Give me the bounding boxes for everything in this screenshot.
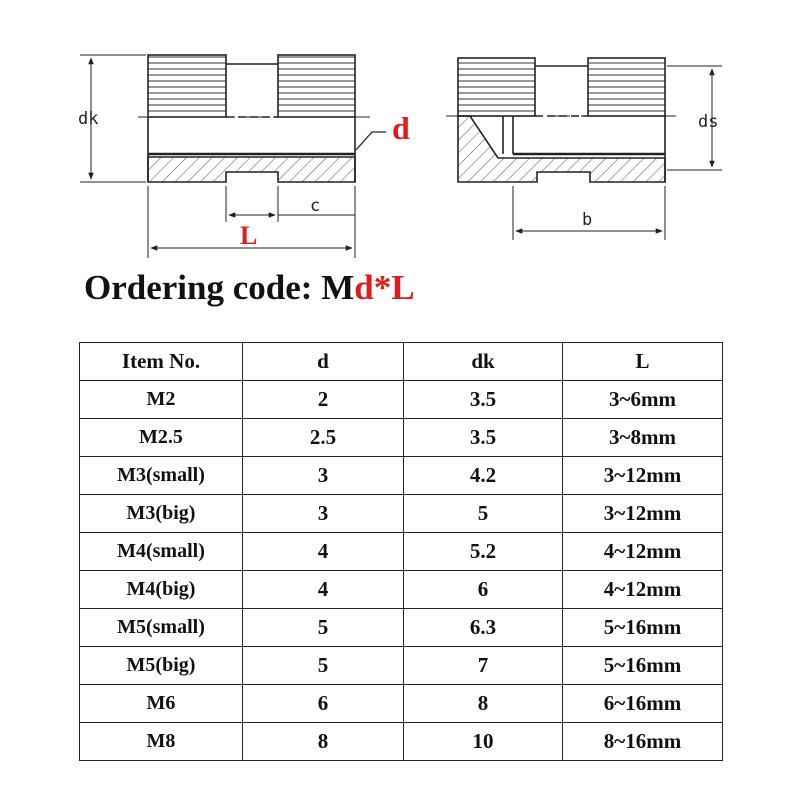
ordering-code-colon: : bbox=[300, 268, 313, 307]
ordering-code-prefix: Ordering code bbox=[84, 268, 301, 307]
cell-l: 5~16mm bbox=[563, 609, 723, 647]
cell-item-no: M6 bbox=[80, 685, 243, 723]
table-row bbox=[80, 457, 723, 495]
ordering-code bbox=[84, 268, 415, 308]
cell-item-no: M3(small) bbox=[80, 457, 243, 495]
cell-item-no: M3(big) bbox=[80, 495, 243, 533]
cell-item-no: M5(big) bbox=[80, 647, 243, 685]
header-l: L bbox=[563, 343, 723, 381]
cell-dk: 5.2 bbox=[404, 533, 563, 571]
cell-d: 4 bbox=[243, 571, 404, 609]
table-row bbox=[80, 419, 723, 457]
table-row bbox=[80, 533, 723, 571]
header-d: d bbox=[243, 343, 404, 381]
ds-label: ds bbox=[698, 112, 719, 132]
cell-dk: 6 bbox=[404, 571, 563, 609]
ordering-code-rest: d*L bbox=[354, 268, 415, 307]
technical-drawing bbox=[0, 0, 800, 270]
dk-label: dk bbox=[78, 109, 99, 129]
c-label: c bbox=[310, 196, 321, 216]
cell-item-no: M4(small) bbox=[80, 533, 243, 571]
cell-item-no: M5(small) bbox=[80, 609, 243, 647]
cell-d: 2 bbox=[243, 381, 404, 419]
table-row bbox=[80, 495, 723, 533]
table-row bbox=[80, 685, 723, 723]
table-row bbox=[80, 647, 723, 685]
cell-d: 3 bbox=[243, 495, 404, 533]
cell-dk: 8 bbox=[404, 685, 563, 723]
left-insert-view bbox=[138, 55, 370, 182]
cell-l: 4~12mm bbox=[563, 533, 723, 571]
cell-l: 6~16mm bbox=[563, 685, 723, 723]
cell-l: 4~12mm bbox=[563, 571, 723, 609]
cell-item-no: M2 bbox=[80, 381, 243, 419]
table-row bbox=[80, 609, 723, 647]
cell-d: 5 bbox=[243, 609, 404, 647]
header-dk: dk bbox=[404, 343, 563, 381]
L-label: L bbox=[240, 221, 258, 250]
cell-l: 8~16mm bbox=[563, 723, 723, 761]
cell-l: 3~6mm bbox=[563, 381, 723, 419]
cell-dk: 4.2 bbox=[404, 457, 563, 495]
cell-item-no: M2.5 bbox=[80, 419, 243, 457]
ordering-code-m: M bbox=[321, 268, 355, 307]
right-insert-view bbox=[446, 58, 676, 182]
cell-l: 3~8mm bbox=[563, 419, 723, 457]
table-header-row bbox=[80, 343, 723, 381]
header-item-no: Item No. bbox=[80, 343, 243, 381]
cell-dk: 6.3 bbox=[404, 609, 563, 647]
cell-item-no: M8 bbox=[80, 723, 243, 761]
table-row bbox=[80, 381, 723, 419]
cell-dk: 3.5 bbox=[404, 419, 563, 457]
cell-d: 4 bbox=[243, 533, 404, 571]
d-label: d bbox=[392, 110, 410, 146]
cell-dk: 10 bbox=[404, 723, 563, 761]
table-body bbox=[80, 381, 723, 761]
cell-l: 3~12mm bbox=[563, 457, 723, 495]
cell-d: 2.5 bbox=[243, 419, 404, 457]
cell-dk: 7 bbox=[404, 647, 563, 685]
cell-d: 8 bbox=[243, 723, 404, 761]
table-row bbox=[80, 571, 723, 609]
cell-dk: 5 bbox=[404, 495, 563, 533]
cell-d: 3 bbox=[243, 457, 404, 495]
b-label: b bbox=[582, 210, 593, 230]
cell-item-no: M4(big) bbox=[80, 571, 243, 609]
table-row bbox=[80, 723, 723, 761]
cell-d: 6 bbox=[243, 685, 404, 723]
cell-dk: 3.5 bbox=[404, 381, 563, 419]
cell-l: 3~12mm bbox=[563, 495, 723, 533]
spec-table bbox=[79, 342, 723, 761]
cell-l: 5~16mm bbox=[563, 647, 723, 685]
cell-d: 5 bbox=[243, 647, 404, 685]
